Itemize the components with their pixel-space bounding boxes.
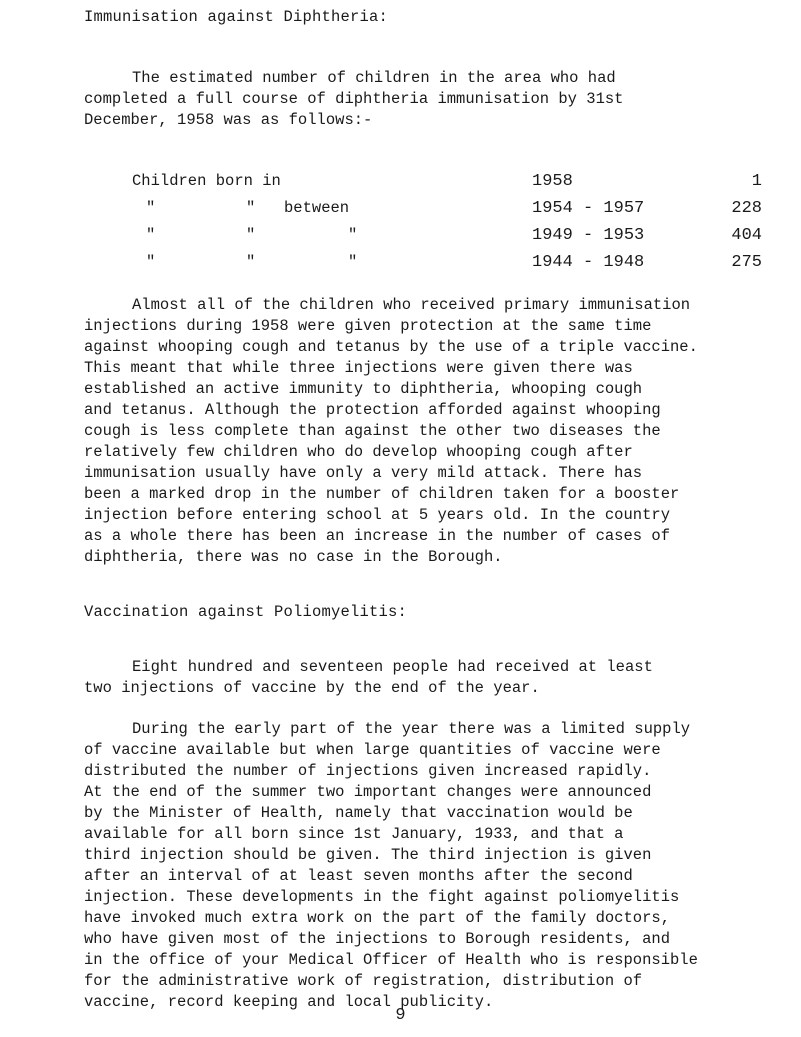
paragraph-line: after an interval of at least seven months after the second bbox=[84, 867, 633, 885]
paragraph-line: relatively few children who do develop whooping cough after bbox=[84, 443, 633, 461]
poliomyelitis-intro bbox=[84, 657, 784, 699]
paragraph-line: diphtheria, there was no case in the Borough. bbox=[84, 548, 503, 566]
paragraph-line: by the Minister of Health, namely that vaccination would be bbox=[84, 804, 633, 822]
paragraph-line: against whooping cough and tetanus by the use of a triple vaccine. bbox=[84, 338, 698, 356]
row-ditto: " bbox=[246, 253, 256, 271]
paragraph-line: and tetanus. Although the protection afforded against whooping bbox=[84, 401, 661, 419]
row-ditto: " bbox=[348, 253, 358, 271]
paragraph-line: have invoked much extra work on the part of the family doctors, bbox=[84, 909, 670, 927]
paragraph-line: cough is less complete than against the other two diseases the bbox=[84, 422, 661, 440]
poliomyelitis-paragraph bbox=[84, 719, 784, 1013]
paragraph-line: who have given most of the injections to Borough residents, and bbox=[84, 930, 670, 948]
paragraph-line: immunisation usually have only a very mild attack. There has bbox=[84, 464, 643, 482]
paragraph-line: third injection should be given. The third injection is given bbox=[84, 846, 652, 864]
row-count: 275 bbox=[731, 253, 762, 272]
paragraph-line: for the administrative work of registration, distribution of bbox=[84, 972, 643, 990]
row-years: 1958 bbox=[532, 172, 573, 191]
diphtheria-paragraph bbox=[84, 295, 784, 568]
immunisation-table bbox=[132, 172, 762, 280]
table-row bbox=[132, 253, 762, 280]
paragraph-line: in the office of your Medical Officer of Health who is responsible bbox=[84, 951, 698, 969]
diphtheria-intro bbox=[84, 68, 784, 131]
paragraph-line: vaccine, record keeping and local publicity. bbox=[84, 993, 494, 1011]
poliomyelitis-heading: Vaccination against Poliomyelitis: bbox=[84, 603, 408, 621]
intro-line: December, 1958 was as follows:- bbox=[84, 111, 373, 129]
row-ditto: " bbox=[146, 199, 156, 217]
paragraph-line: injection before entering school at 5 years old. In the country bbox=[84, 506, 670, 524]
paragraph-line: injection. These developments in the fight against poliomyelitis bbox=[84, 888, 680, 906]
paragraph-line: This meant that while three injections were given there was bbox=[84, 359, 633, 377]
row-years: 1944 - 1948 bbox=[532, 253, 645, 272]
row-ditto: " bbox=[246, 226, 256, 244]
intro-line: The estimated number of children in the area who had bbox=[132, 69, 616, 87]
row-word: between bbox=[284, 199, 350, 217]
row-ditto: " bbox=[146, 226, 156, 244]
paragraph-line: At the end of the summer two important changes were announced bbox=[84, 783, 652, 801]
row-count: 1 bbox=[751, 172, 762, 191]
paragraph-line: available for all born since 1st January, 1933, and that a bbox=[84, 825, 624, 843]
intro-line: completed a full course of diphtheria immunisation by 31st bbox=[84, 90, 624, 108]
paragraph-line: distributed the number of injections given increased rapidly. bbox=[84, 762, 652, 780]
paragraph-line: During the early part of the year there was a limited supply bbox=[132, 720, 691, 738]
page-number: 9 bbox=[395, 1006, 406, 1025]
paragraph-line: of vaccine available but when large quantities of vaccine were bbox=[84, 741, 661, 759]
row-count: 228 bbox=[731, 199, 762, 218]
row-years: 1954 - 1957 bbox=[532, 199, 645, 218]
row-years: 1949 - 1953 bbox=[532, 226, 645, 245]
row-ditto: " bbox=[246, 199, 256, 217]
row-label: Children born in bbox=[132, 172, 281, 190]
paragraph-line: as a whole there has been an increase in the number of cases of bbox=[84, 527, 670, 545]
paragraph-line: two injections of vaccine by the end of the year. bbox=[84, 679, 540, 697]
table-row bbox=[132, 226, 762, 253]
table-row bbox=[132, 172, 762, 199]
paragraph-line: established an active immunity to diphtheria, whooping cough bbox=[84, 380, 643, 398]
row-count: 404 bbox=[731, 226, 762, 245]
paragraph-line: been a marked drop in the number of children taken for a booster bbox=[84, 485, 680, 503]
paragraph-line: injections during 1958 were given protection at the same time bbox=[84, 317, 652, 335]
table-row bbox=[132, 199, 762, 226]
paragraph-line: Eight hundred and seventeen people had received at least bbox=[132, 658, 653, 676]
diphtheria-heading: Immunisation against Diphtheria: bbox=[84, 8, 389, 26]
row-ditto: " bbox=[348, 226, 358, 244]
row-ditto: " bbox=[146, 253, 156, 271]
paragraph-line: Almost all of the children who received primary immunisation bbox=[132, 296, 691, 314]
